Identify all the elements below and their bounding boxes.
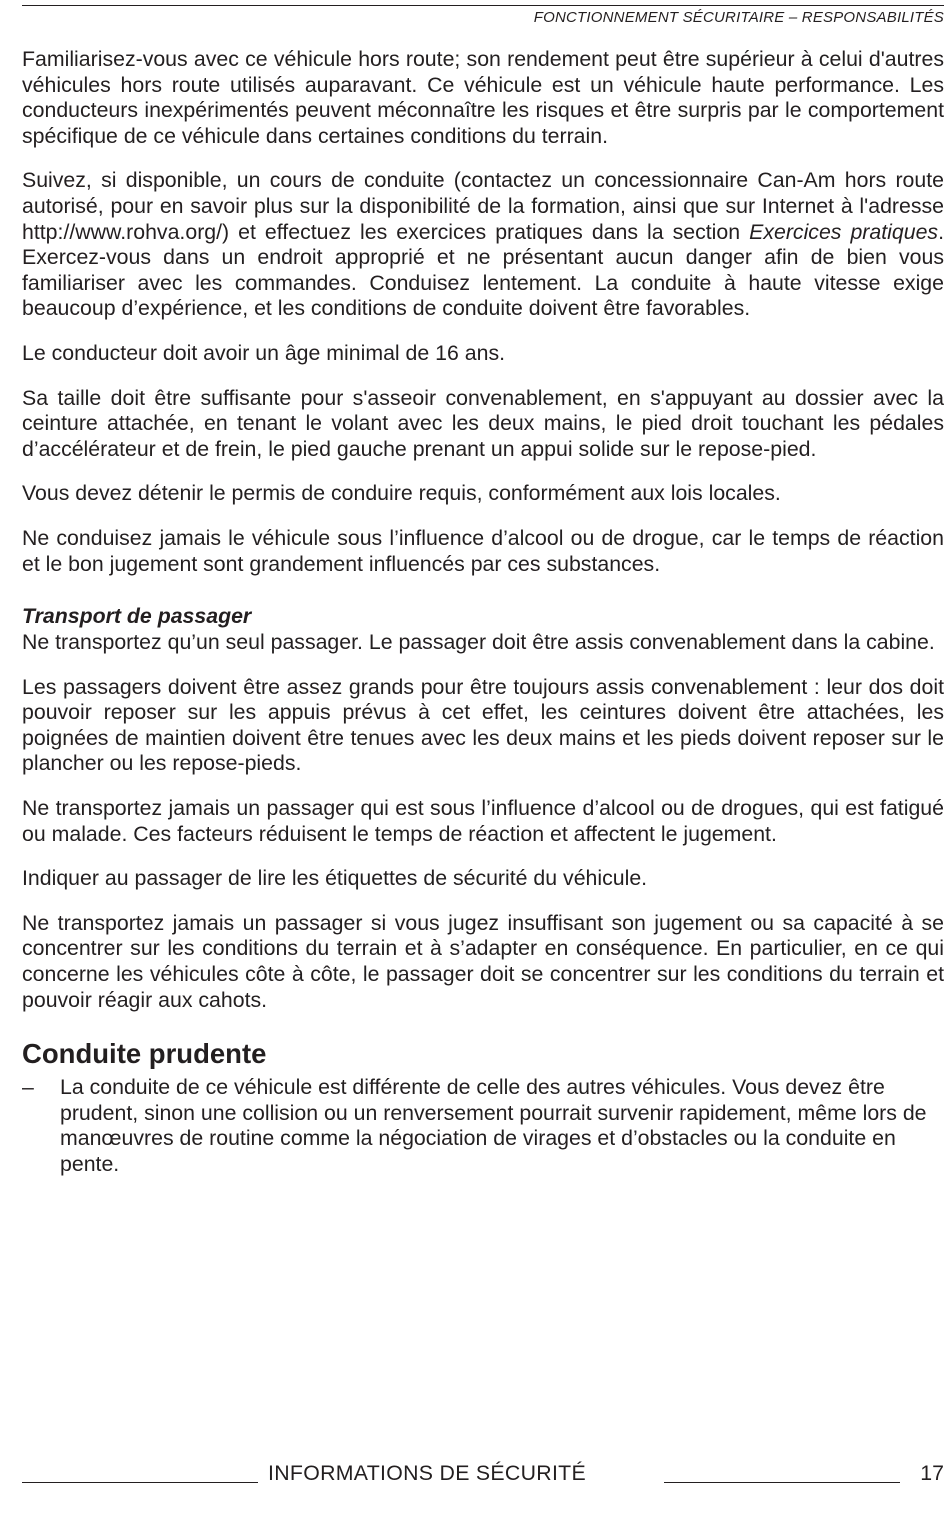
subheading-passenger: Transport de passager xyxy=(22,604,252,629)
section-reference: Exercices pratiques xyxy=(749,219,939,244)
bullet-list xyxy=(22,1075,944,1177)
header-rule xyxy=(22,5,944,6)
paragraph: Vous devez détenir le permis de conduire requis, conformément aux lois locales. xyxy=(22,481,781,506)
paragraph: Ne transportez jamais un passager si vous jugez insuffisant son jugement ou sa capacité à se concentrer sur les conditions du terrain et à s’adapter en conséquence. En particulier, en ce qui concerne les véhicules côte à côte, le passager doit se concentrer sur les conditions du terrain et pouvoir réagir aux cahots. xyxy=(22,910,944,1012)
footer-rule-right xyxy=(664,1482,900,1483)
paragraph: Le conducteur doit avoir un âge minimal de 16 ans. xyxy=(22,340,506,365)
list-item xyxy=(22,1075,944,1177)
footer-section-title: INFORMATIONS DE SÉCURITÉ xyxy=(268,1461,586,1485)
paragraph: Indiquer au passager de lire les étiquettes de sécurité du véhicule. xyxy=(22,866,648,891)
footer-rule-left xyxy=(22,1482,258,1483)
paragraph: Ne conduisez jamais le véhicule sous l’influence d’alcool ou de drogue, car le temps de réaction et le bon jugement sont grandement influencés par ces substances. xyxy=(22,525,944,576)
paragraph: Ne transportez qu’un seul passager. Le passager doit être assis convenablement dans la cabine. xyxy=(22,630,935,655)
paragraph: Ne transportez jamais un passager qui est sous l’influence d’alcool ou de drogues, qui est fatigué ou malade. Ces facteurs réduisent le temps de réaction et affectent le jugement. xyxy=(22,796,944,846)
running-header: FONCTIONNEMENT SÉCURITAIRE – RESPONSABILITÉS xyxy=(533,9,944,26)
paragraph-text: . Exercez-vous dans un endroit approprié et ne présentant aucun danger afin de bien vous familiariser avec les commandes. Conduisez lentement. La conduite à haute vitesse exige beaucoup d’expérience, et les conditions de conduite doivent être favorables. xyxy=(22,219,944,321)
heading-safe-driving: Conduite prudente xyxy=(22,1038,267,1070)
paragraph: Sa taille doit être suffisante pour s'asseoir convenablement, en s'appuyant au dossier avec la ceinture attachée, en tenant le volant avec les deux mains, le pied droit touchant les pédales d’accélérateur et de frein, le pied gauche prenant un appui solide sur le repose-pied. xyxy=(22,385,944,461)
paragraph-text: Suivez, si disponible, un cours de conduite (contactez un concessionnaire Can-Am hors route autorisé, pour en savoir plus sur la disponibilité de la formation, ainsi que sur Internet à l'adresse http://www.rohva.org/) et effectuez les exercices pratiques dans la section xyxy=(22,168,944,244)
page-footer xyxy=(22,1461,944,1489)
page-content xyxy=(22,47,944,1178)
paragraph: Familiarisez-vous avec ce véhicule hors route; son rendement peut être supérieur à celui d'autres véhicules hors route utilisés auparavant. Ce véhicule est un véhicule haute performance. Les conducteurs inexpérimentés peuvent méconnaître les risques et être surpris par le comportement spécifique de ce véhicule dans certaines conditions du terrain. xyxy=(22,47,944,148)
bullet-marker: – xyxy=(22,1075,34,1100)
page-number: 17 xyxy=(920,1461,944,1485)
list-item-text: La conduite de ce véhicule est différente de celle des autres véhicules. Vous devez être prudent, sinon une collision ou un renversement pourrait survenir rapidement, même lors de manœuvres de routine comme la négociation de virages et d’obstacles ou la conduite en pente. xyxy=(60,1075,927,1176)
paragraph-training xyxy=(22,168,944,322)
paragraph: Les passagers doivent être assez grands pour être toujours assis convenablement : leur dos doit pouvoir reposer sur les appuis prévus à cet effet, les ceintures doivent être attachées, les poignées de maintien doivent être tenues avec les deux mains et les pieds doivent reposer sur le plancher ou les repose-pieds. xyxy=(22,674,944,776)
